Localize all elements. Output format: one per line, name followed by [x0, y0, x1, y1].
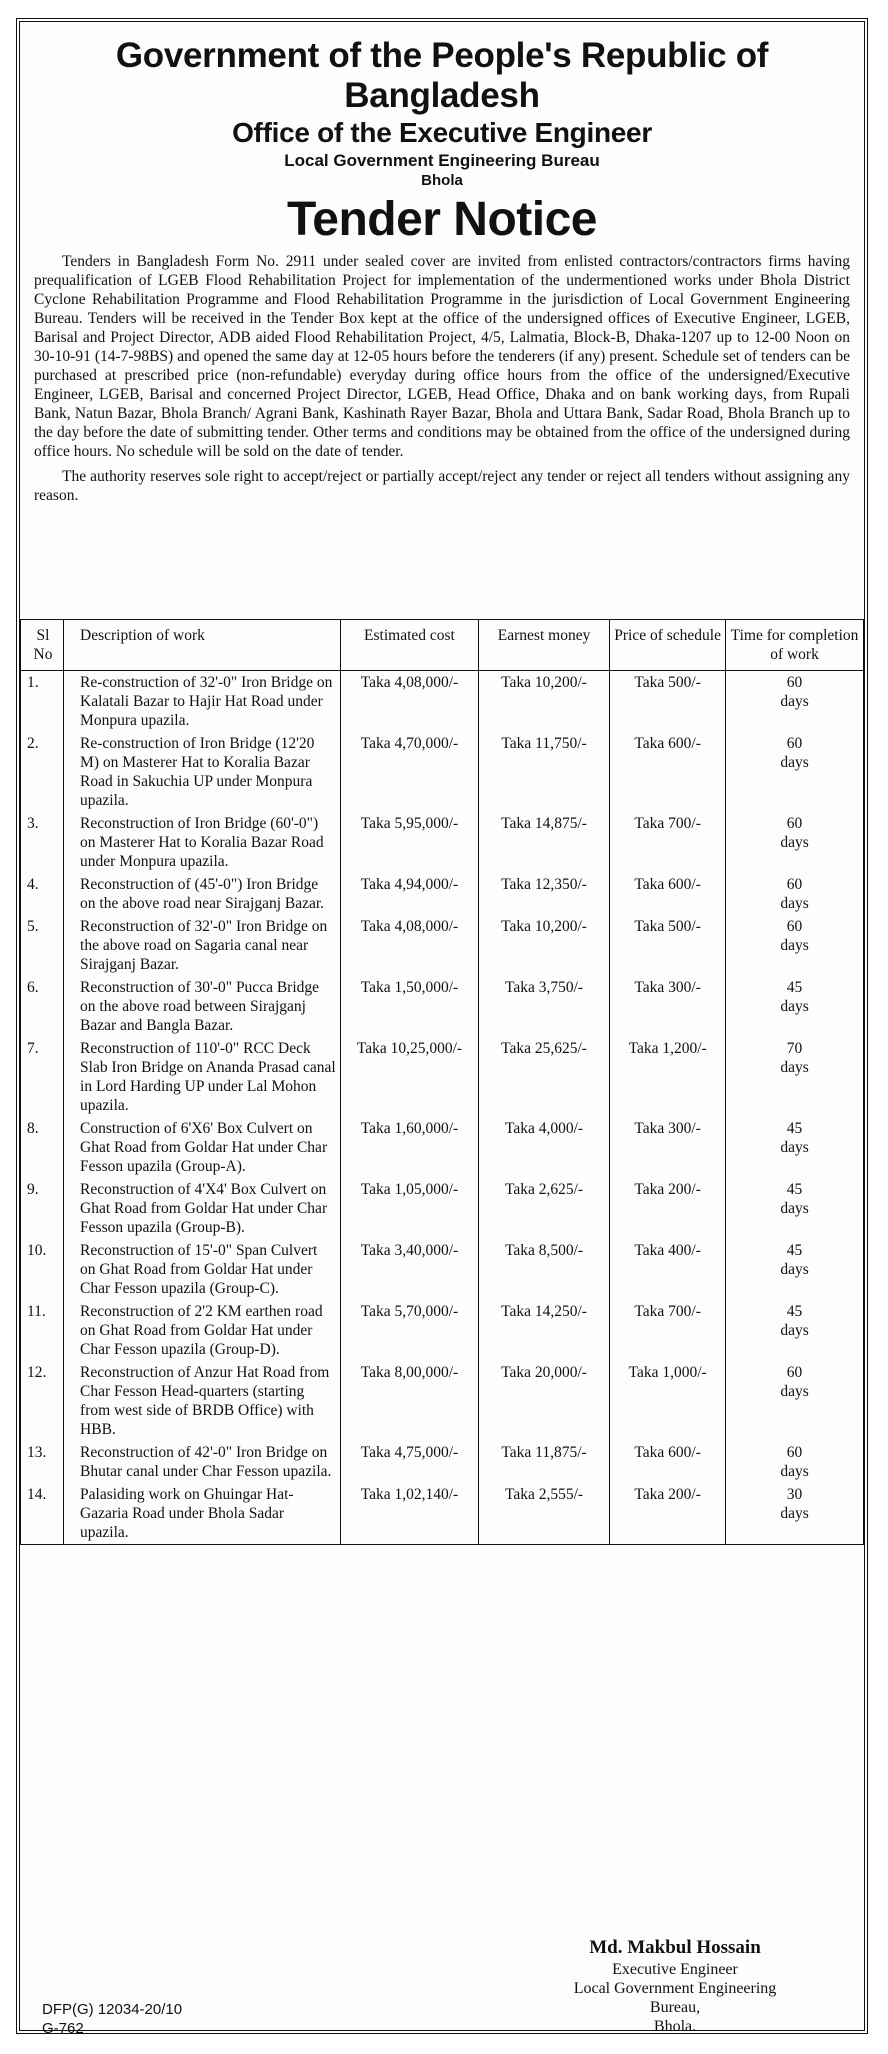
- table-row: [21, 732, 864, 812]
- completion-time-number: 60: [786, 1444, 803, 1461]
- cell-description: Reconstruction of (45'-0") Iron Bridge on the above road near Sirajganj Bazar.: [64, 873, 341, 915]
- cell-description: Reconstruction of 4'X4' Box Culvert on Ghat Road from Goldar Hat under Char Fesson upazila (Group-B).: [64, 1178, 341, 1239]
- cell-estimated-cost: Taka 1,50,000/-: [340, 976, 478, 1037]
- cell-completion-time: [726, 1178, 864, 1239]
- table-row: [21, 1239, 864, 1300]
- cell-price-of-schedule: Taka 600/-: [610, 732, 726, 812]
- cell-price-of-schedule: Taka 500/-: [610, 671, 726, 733]
- table-row: [21, 1117, 864, 1178]
- signature-block: [540, 1936, 810, 2036]
- table-row: [21, 812, 864, 873]
- table-row: [21, 1441, 864, 1483]
- cell-description: Reconstruction of 32'-0" Iron Bridge on the above road on Sagaria canal near Sirajganj Bazar.: [64, 915, 341, 976]
- header-price: Price of schedule: [610, 620, 726, 671]
- completion-time-number: 70: [786, 1040, 803, 1057]
- cell-estimated-cost: Taka 1,02,140/-: [340, 1483, 478, 1545]
- cell-description: Reconstruction of 110'-0" RCC Deck Slab Iron Bridge on Ananda Prasad canal in Lord Harding UP under Lal Mohon upazila.: [64, 1037, 341, 1117]
- signatory-office-line-1: Local Government Engineering: [573, 1980, 777, 1997]
- signatory-office-line-2: Bureau,: [649, 1999, 701, 2016]
- cell-description: Reconstruction of Iron Bridge (60'-0") on Masterer Hat to Koralia Bazar Road under Monpura upazila.: [64, 812, 341, 873]
- completion-time-unit: days: [780, 754, 809, 771]
- cell-earnest-money: Taka 10,200/-: [478, 915, 609, 976]
- cell-completion-time: [726, 1300, 864, 1361]
- cell-earnest-money: Taka 12,350/-: [478, 873, 609, 915]
- cell-price-of-schedule: Taka 600/-: [610, 1441, 726, 1483]
- cell-earnest-money: Taka 10,200/-: [478, 671, 609, 733]
- completion-time-number: 45: [786, 979, 803, 996]
- table-row: [21, 976, 864, 1037]
- cell-completion-time: [726, 671, 864, 733]
- cell-sl: 4.: [21, 873, 64, 915]
- cell-completion-time: [726, 1441, 864, 1483]
- completion-time-unit: days: [780, 834, 809, 851]
- tender-table: [20, 619, 864, 1545]
- table-row: [21, 1361, 864, 1441]
- cell-description: Palasiding work on Ghuingar Hat-Gazaria Road under Bhola Sadar upazila.: [64, 1483, 341, 1545]
- header-earnest: Earnest money: [478, 620, 609, 671]
- cell-estimated-cost: Taka 5,95,000/-: [340, 812, 478, 873]
- table-row: [21, 915, 864, 976]
- cell-earnest-money: Taka 11,750/-: [478, 732, 609, 812]
- cell-price-of-schedule: Taka 300/-: [610, 1117, 726, 1178]
- table-row: [21, 1300, 864, 1361]
- publication-code: [42, 2000, 182, 2038]
- completion-time-unit: days: [780, 1463, 809, 1480]
- cell-completion-time: [726, 1037, 864, 1117]
- completion-time-unit: days: [780, 1059, 809, 1076]
- cell-description: Construction of 6'X6' Box Culvert on Ghat Road from Goldar Hat under Char Fesson upazila (Group-A).: [64, 1117, 341, 1178]
- header-cost: Estimated cost: [340, 620, 478, 671]
- completion-time-number: 30: [786, 1486, 803, 1503]
- header-description: Description of work: [64, 620, 341, 671]
- cell-estimated-cost: Taka 10,25,000/-: [340, 1037, 478, 1117]
- cell-price-of-schedule: Taka 700/-: [610, 1300, 726, 1361]
- cell-estimated-cost: Taka 1,60,000/-: [340, 1117, 478, 1178]
- notice-frame: [16, 18, 868, 2037]
- header-sl: Sl No: [21, 620, 64, 671]
- cell-price-of-schedule: Taka 500/-: [610, 915, 726, 976]
- office-heading: Office of the Executive Engineer: [232, 117, 652, 148]
- cell-estimated-cost: Taka 5,70,000/-: [340, 1300, 478, 1361]
- cell-completion-time: [726, 1483, 864, 1545]
- cell-sl: 11.: [21, 1300, 64, 1361]
- notice-title: Tender Notice: [287, 193, 597, 246]
- cell-sl: 13.: [21, 1441, 64, 1483]
- table-header-row: [21, 620, 864, 671]
- completion-time-number: 45: [786, 1303, 803, 1320]
- cell-description: Reconstruction of 2'2 KM earthen road on Ghat Road from Goldar Hat under Char Fesson upazila (Group-D).: [64, 1300, 341, 1361]
- completion-time-unit: days: [780, 998, 809, 1015]
- cell-earnest-money: Taka 3,750/-: [478, 976, 609, 1037]
- cell-earnest-money: Taka 2,555/-: [478, 1483, 609, 1545]
- tender-invitation-paragraph: Tenders in Bangladesh Form No. 2911 under sealed cover are invited from enlisted contractors/contractors firms having prequalification of LGEB Flood Rehabilitation Project for implementation of the undermentioned works under Bhola District Cyclone Rehabilitation Programme and Flood Rehabilitation Programme in the jurisdiction of Local Government Engineering Bureau. Tenders will be received in the Tender Box kept at the office of the undersigned offices of Executive Engineer, LGEB, Barisal and Project Director, ADB aided Flood Rehabilitation Project, 4/5, Lalmatia, Block-B, Dhaka-1207 up to 12-00 Noon on 30-10-91 (14-7-98BS) and opened the same day at 12-05 hours before the tenderers (if any) present. Schedule set of tenders can be purchased at prescribed price (non-refundable) everyday during office hours from the office of the undersigned/Executive Engineer, LGEB, Barisal and concerned Project Director, LGEB, Head Office, Dhaka and on bank working days, from Rupali Bank, Natun Bazar, Bhola Branch/ Agrani Bank, Kashinath Rayer Bazar, Bhola and Uttara Bank, Sadar Road, Bhola Branch up to the day before the date of submitting tender. Other terms and conditions may be obtained from the office of the undersigned during office hours. No schedule will be sold on the date of tender.: [34, 253, 850, 460]
- cell-completion-time: [726, 1361, 864, 1441]
- cell-earnest-money: Taka 14,875/-: [478, 812, 609, 873]
- cell-description: Reconstruction of 42'-0" Iron Bridge on Bhutar canal under Char Fesson upazila.: [64, 1441, 341, 1483]
- cell-sl: 6.: [21, 976, 64, 1037]
- cell-completion-time: [726, 732, 864, 812]
- table-row: [21, 1178, 864, 1239]
- cell-sl: 3.: [21, 812, 64, 873]
- completion-time-unit: days: [780, 1505, 809, 1522]
- completion-time-number: 60: [786, 815, 803, 832]
- g-code: G-762: [42, 2020, 84, 2037]
- cell-sl: 9.: [21, 1178, 64, 1239]
- cell-completion-time: [726, 976, 864, 1037]
- completion-time-number: 60: [786, 674, 803, 691]
- cell-earnest-money: Taka 20,000/-: [478, 1361, 609, 1441]
- cell-estimated-cost: Taka 1,05,000/-: [340, 1178, 478, 1239]
- table-row: [21, 671, 864, 733]
- table-row: [21, 1483, 864, 1545]
- completion-time-number: 60: [786, 735, 803, 752]
- cell-estimated-cost: Taka 4,08,000/-: [340, 915, 478, 976]
- cell-estimated-cost: Taka 4,94,000/-: [340, 873, 478, 915]
- cell-completion-time: [726, 1117, 864, 1178]
- cell-estimated-cost: Taka 4,75,000/-: [340, 1441, 478, 1483]
- cell-completion-time: [726, 1239, 864, 1300]
- cell-description: Re-construction of 32'-0" Iron Bridge on Kalatali Bazar to Hajir Hat Road under Monpura upazila.: [64, 671, 341, 733]
- signatory-office-line-3: Bhola.: [653, 2018, 697, 2035]
- cell-description: Reconstruction of Anzur Hat Road from Char Fesson Head-quarters (starting from west side of BRDB Office) with HBB.: [64, 1361, 341, 1441]
- cell-sl: 5.: [21, 915, 64, 976]
- cell-price-of-schedule: Taka 1,200/-: [610, 1037, 726, 1117]
- completion-time-unit: days: [780, 1139, 809, 1156]
- cell-sl: 1.: [21, 671, 64, 733]
- location-heading: Bhola: [421, 172, 463, 189]
- cell-completion-time: [726, 915, 864, 976]
- cell-description: Reconstruction of 15'-0" Span Culvert on Ghat Road from Goldar Hat under Char Fesson upazila (Group-C).: [64, 1239, 341, 1300]
- government-heading: Government of the People's Republic of Bangladesh: [115, 36, 769, 115]
- bureau-heading: Local Government Engineering Bureau: [284, 151, 600, 170]
- cell-earnest-money: Taka 14,250/-: [478, 1300, 609, 1361]
- completion-time-unit: days: [780, 1200, 809, 1217]
- cell-estimated-cost: Taka 4,70,000/-: [340, 732, 478, 812]
- header-time: Time for completion of work: [726, 620, 864, 671]
- cell-estimated-cost: Taka 4,08,000/-: [340, 671, 478, 733]
- cell-price-of-schedule: Taka 200/-: [610, 1178, 726, 1239]
- cell-earnest-money: Taka 25,625/-: [478, 1037, 609, 1117]
- notice-content: [27, 36, 859, 2037]
- cell-sl: 7.: [21, 1037, 64, 1117]
- cell-estimated-cost: Taka 3,40,000/-: [340, 1239, 478, 1300]
- cell-price-of-schedule: Taka 1,000/-: [610, 1361, 726, 1441]
- cell-estimated-cost: Taka 8,00,000/-: [340, 1361, 478, 1441]
- completion-time-number: 45: [786, 1181, 803, 1198]
- cell-description: Reconstruction of 30'-0" Pucca Bridge on the above road between Sirajganj Bazar and Bangla Bazar.: [64, 976, 341, 1037]
- completion-time-number: 45: [786, 1242, 803, 1259]
- tender-rows: [21, 671, 864, 1545]
- cell-sl: 12.: [21, 1361, 64, 1441]
- authority-paragraph: The authority reserves sole right to accept/reject or partially accept/reject any tender or reject all tenders without assigning any reason.: [34, 468, 850, 504]
- completion-time-number: 45: [786, 1120, 803, 1137]
- cell-description: Re-construction of Iron Bridge (12'20 M) on Masterer Hat to Koralia Bazar Road in Sakuchia UP under Monpura upazila.: [64, 732, 341, 812]
- cell-price-of-schedule: Taka 200/-: [610, 1483, 726, 1545]
- completion-time-unit: days: [780, 937, 809, 954]
- cell-completion-time: [726, 873, 864, 915]
- cell-sl: 2.: [21, 732, 64, 812]
- completion-time-number: 60: [786, 918, 803, 935]
- cell-price-of-schedule: Taka 400/-: [610, 1239, 726, 1300]
- cell-earnest-money: Taka 2,625/-: [478, 1178, 609, 1239]
- cell-earnest-money: Taka 8,500/-: [478, 1239, 609, 1300]
- table-row: [21, 873, 864, 915]
- cell-earnest-money: Taka 4,000/-: [478, 1117, 609, 1178]
- completion-time-unit: days: [780, 1383, 809, 1400]
- cell-price-of-schedule: Taka 600/-: [610, 873, 726, 915]
- cell-price-of-schedule: Taka 700/-: [610, 812, 726, 873]
- cell-sl: 14.: [21, 1483, 64, 1545]
- completion-time-unit: days: [780, 1261, 809, 1278]
- completion-time-number: 60: [786, 1364, 803, 1381]
- cell-earnest-money: Taka 11,875/-: [478, 1441, 609, 1483]
- cell-completion-time: [726, 812, 864, 873]
- completion-time-number: 60: [786, 876, 803, 893]
- cell-sl: 8.: [21, 1117, 64, 1178]
- dfp-number: DFP(G) 12034-20/10: [42, 2001, 183, 2018]
- signatory-name: Md. Makbul Hossain: [589, 1937, 761, 1958]
- completion-time-unit: days: [780, 693, 809, 710]
- table-row: [21, 1037, 864, 1117]
- cell-price-of-schedule: Taka 300/-: [610, 976, 726, 1037]
- completion-time-unit: days: [780, 895, 809, 912]
- cell-sl: 10.: [21, 1239, 64, 1300]
- signatory-designation: Executive Engineer: [612, 1961, 738, 1978]
- completion-time-unit: days: [780, 1322, 809, 1339]
